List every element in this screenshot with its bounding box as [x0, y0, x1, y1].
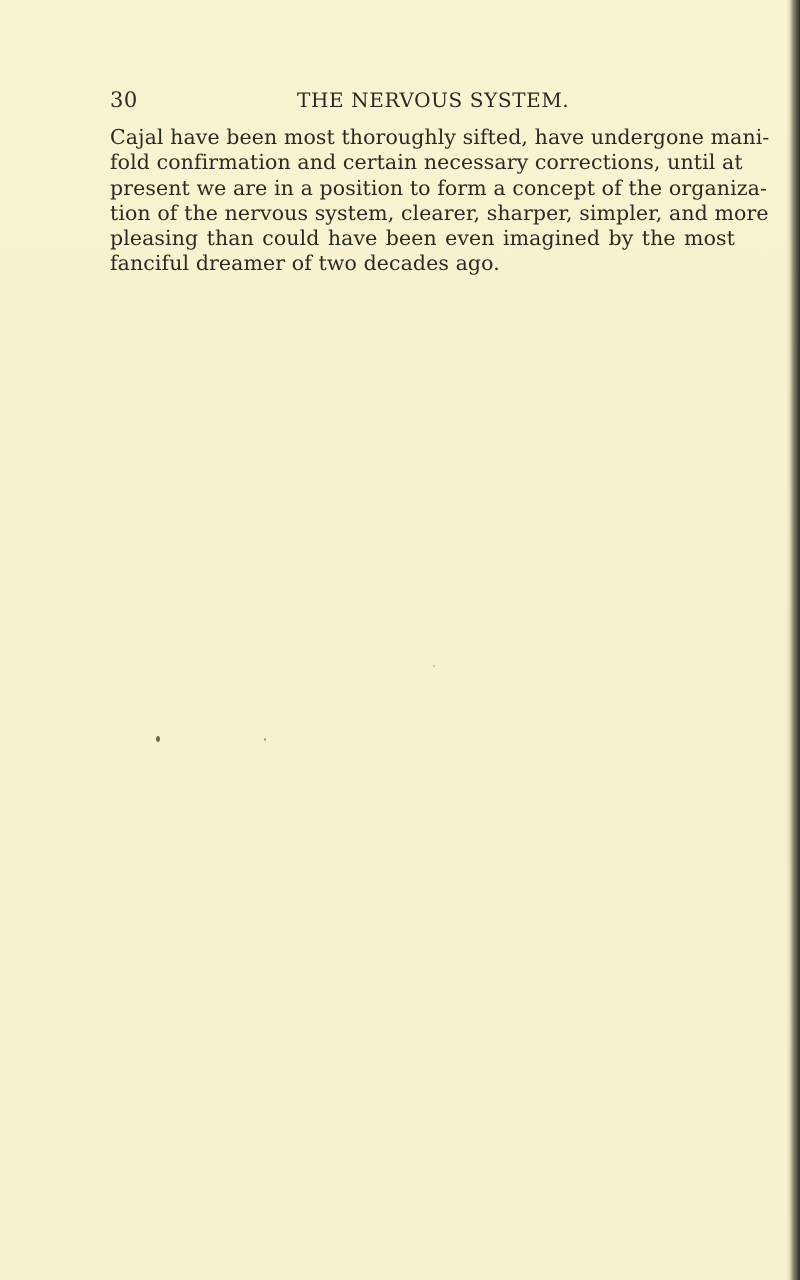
paper-speck [156, 736, 160, 742]
paper-speck [264, 738, 266, 741]
text-line: tion of the nervous system, clearer, sharper, simpler, and more [110, 200, 769, 225]
text-line: Cajal have been most thoroughly sifted, have undergone mani- [110, 125, 770, 149]
running-title: THE NERVOUS SYSTEM. [297, 88, 570, 112]
page-header [110, 87, 735, 113]
body-paragraph [110, 125, 770, 277]
text-line: present we are in a position to form a concept of the organiza- [110, 175, 768, 200]
text-line: fanciful dreamer of two decades ago. [110, 251, 500, 276]
page-edge-shadow [786, 0, 800, 1280]
paper-speck [433, 665, 435, 667]
page-number: 30 [110, 88, 138, 112]
text-line: fold confirmation and certain necessary corrections, until at [110, 150, 743, 175]
text-line: pleasing than could have been even imagined by the most [110, 226, 735, 251]
